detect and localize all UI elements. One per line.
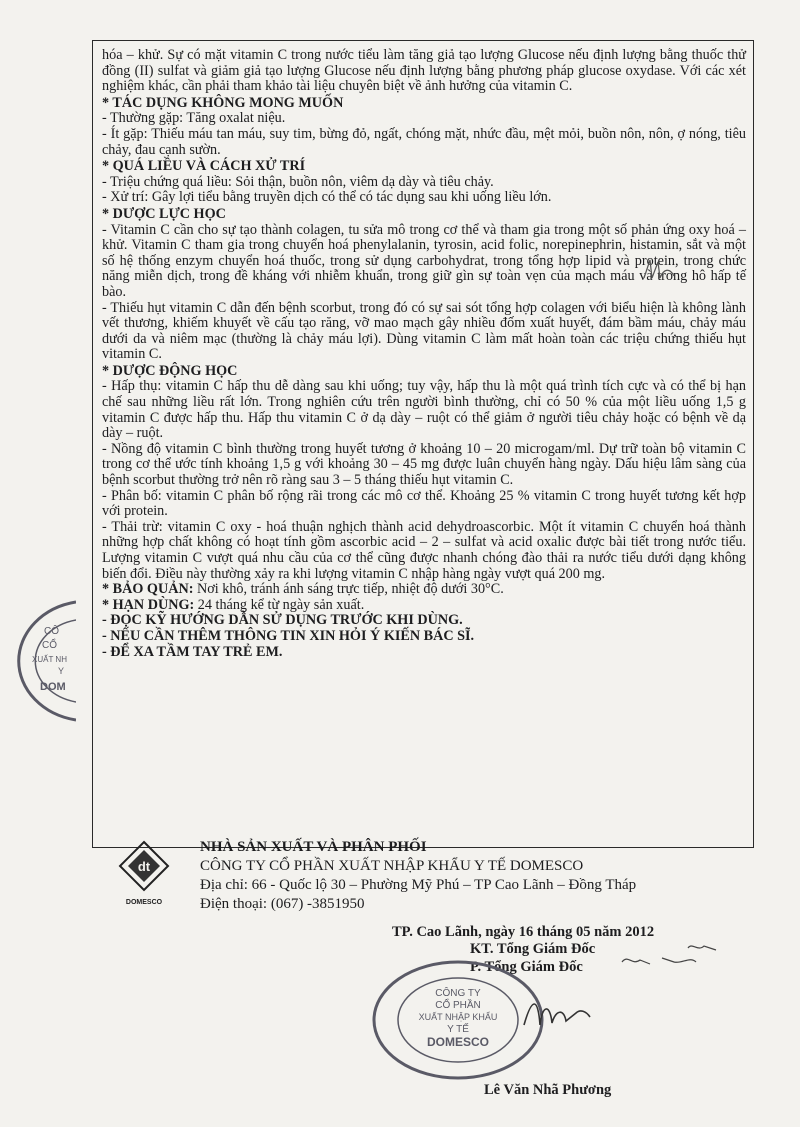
paragraph: - Thường gặp: Tăng oxalat niệu.: [102, 110, 286, 127]
manufacturer-title: NHÀ SẢN XUẤT VÀ PHÂN PHỐI: [200, 839, 427, 855]
storage-text: Nơi khô, tránh ánh sáng trực tiếp, nhiệt độ dưới 30°C.: [193, 581, 504, 598]
warning-line: - ĐỂ XA TẦM TAY TRẺ EM.: [102, 643, 283, 660]
paragraph: hóa – khử. Sự có mặt vitamin C trong nước tiểu làm tăng giả tạo lượng Glucose nếu định lượng bằng thuốc thử đồng (II) sulfat và giảm giả tạo lượng Glucose nếu định lượng bằng phương pháp glucose oxydase. Với các xét nghiệm khác, cần phải tham khảo tài liệu chuyên biệt về ảnh hưởng của vitamin C.: [102, 47, 746, 95]
side-stamp-line: CÔ: [44, 626, 59, 637]
side-stamp-line: XUẤT NH: [32, 655, 67, 664]
stamp-line: CÔNG TY: [435, 988, 481, 999]
section-heading: * DƯỢC ĐỘNG HỌC: [102, 362, 238, 379]
logo-text: DOMESCO: [125, 899, 163, 906]
section-heading: * TÁC DỤNG KHÔNG MONG MUỐN: [102, 94, 344, 111]
expiry-label: * HẠN DÙNG:: [102, 596, 195, 613]
stamp-line: CỔ PHẦN: [435, 1000, 481, 1011]
section-heading: * DƯỢC LỰC HỌC: [102, 205, 226, 222]
paragraph: - Thiếu hụt vitamin C dẫn đến bệnh scorbut, trong đó có sự sai sót tổng hợp colagen với biểu hiện là không lành vết thương, khiếm khuyết về cấu tạo răng, vỡ mao mạch gây nhiều đốm xuất huyết, đám bầm máu, chảy máu dưới da và niêm mạc (thường là chảy máu lợi). Dùng vitamin C làm mất hoàn toàn các triệu chứng thiếu hụt vitamin C.: [102, 299, 746, 363]
manufacturer-block: [100, 838, 750, 918]
warning-line: - NẾU CẦN THÊM THÔNG TIN XIN HỎI Ý KIẾN BÁC SĨ.: [102, 627, 475, 644]
date-line: TP. Cao Lãnh, ngày 16 tháng 05 năm 2012: [392, 924, 655, 940]
manufacturer-info: [200, 838, 636, 914]
storage-line: [102, 582, 746, 598]
document-body: [94, 44, 754, 660]
section-heading: * QUÁ LIỀU VÀ CÁCH XỬ TRÍ: [102, 158, 306, 175]
paragraph: - Xử trí: Gây lợi tiểu bằng truyền dịch có thể có tác dụng sau khi uống liều lớn.: [102, 189, 552, 206]
side-stamp: [0, 596, 76, 726]
warning-line: - ĐỌC KỸ HƯỚNG DẪN SỬ DỤNG TRƯỚC KHI DÙNG.: [102, 612, 463, 629]
paragraph: - Phân bố: vitamin C phân bố rộng rãi trong các mô cơ thể. Khoảng 25 % vitamin C trong huyết tương kết hợp với protein.: [102, 487, 746, 520]
domesco-logo: [114, 838, 174, 908]
paragraph: - Triệu chứng quá liều: Sỏi thận, buồn nôn, viêm dạ dày và tiêu chảy.: [102, 173, 494, 190]
side-stamp-line: DOM: [40, 681, 66, 693]
manufacturer-address: Địa chỉ: 66 - Quốc lộ 30 – Phường Mỹ Phú – TP Cao Lãnh – Đồng Tháp: [200, 877, 637, 893]
signer-name: Lê Văn Nhã Phương: [484, 1082, 612, 1098]
stamp-line: XUẤT NHẬP KHẨU: [418, 1012, 498, 1022]
paragraph: - Vitamin C cần cho sự tạo thành colagen, tu sửa mô trong cơ thể và tham gia trong một số phản ứng oxy hoá – khử. Vitamin C tham gia trong chuyển hoá phenylalanin, tyrosin, acid folic, norepinephrin, histamin, sắt và một số hệ thống enzym chuyển hoá thuốc, trong sử dụng carbohydrat, trong tổng hợp lipid và protein, trong chức năng miễn dịch, trong đề kháng với nhiễm khuẩn, trong giữ gìn sự toàn vẹn của mạch máu và trong hô hấp tế bào.: [102, 221, 746, 300]
paragraph: - Hấp thụ: vitamin C hấp thu dễ dàng sau khi uống; tuy vậy, hấp thu là một quá trình tích cực và có thể bị hạn chế sau những liều rất lớn. Trong nghiên cứu trên người bình thường, chỉ có 50 % của một liều uống 1,5 g vitamin C được hấp thu. Hấp thu vitamin C ở dạ dày – ruột có thể giảm ở người tiêu chảy hoặc có bệnh về dạ dày – ruột.: [102, 378, 746, 442]
company-stamp: [368, 958, 548, 1083]
signer-role: KT. Tổng Giám Đốc: [470, 941, 596, 957]
side-stamp-line: Y: [58, 666, 65, 676]
stamp-line: Y TẾ: [447, 1024, 469, 1035]
stamp-line: DOMESCO: [426, 1035, 490, 1049]
paragraph: - Ít gặp: Thiếu máu tan máu, suy tim, bừng đỏ, ngất, chóng mặt, nhức đầu, mệt mỏi, buồn nôn, nôn, ợ nóng, tiêu chảy, đau cạnh sườn.: [102, 125, 746, 158]
storage-label: * BẢO QUẢN:: [102, 581, 194, 598]
expiry-text: 24 tháng kể từ ngày sản xuất.: [194, 596, 365, 613]
manufacturer-company: CÔNG TY CỔ PHẦN XUẤT NHẬP KHẨU Y TẾ DOMESCO: [200, 858, 584, 874]
signer-role-deputy: P. Tổng Giám Đốc: [470, 959, 583, 975]
signature-scribble-icon: [520, 995, 600, 1035]
paragraph: - Nồng độ vitamin C bình thường trong huyết tương ở khoảng 10 – 20 microgam/ml. Dự trữ toàn bộ vitamin C trong cơ thể ước tính khoảng 1,5 g với khoảng 30 – 45 mg được luân chuyển hàng ngày. Dấu hiệu lâm sàng của bệnh scorbut thường trở nên rõ ràng sau 3 – 5 tháng thiếu hụt vitamin C.: [102, 440, 746, 489]
side-stamp-line: CỔ: [42, 640, 57, 651]
initials-scribble-icon: [592, 940, 722, 976]
svg-text:dt: dt: [137, 859, 151, 874]
paragraph: - Thải trừ: vitamin C oxy - hoá thuận nghịch thành acid dehydroascorbic. Một ít vitamin C chuyển hoá thành những hợp chất không có hoạt tính gồm ascorbic acid – 2 – sulfat và acid oxalic được bài tiết trong nước tiểu. Lượng vitamin C vượt quá nhu cầu của cơ thể cũng được nhanh chóng đào thải ra nước tiểu dưới dạng không biến đổi. Điều này thường xảy ra khi lượng vitamin C nhập hàng ngày vượt quá 200 mg.: [102, 518, 746, 582]
manufacturer-phone: Điện thoại: (067) -3851950: [200, 896, 365, 912]
